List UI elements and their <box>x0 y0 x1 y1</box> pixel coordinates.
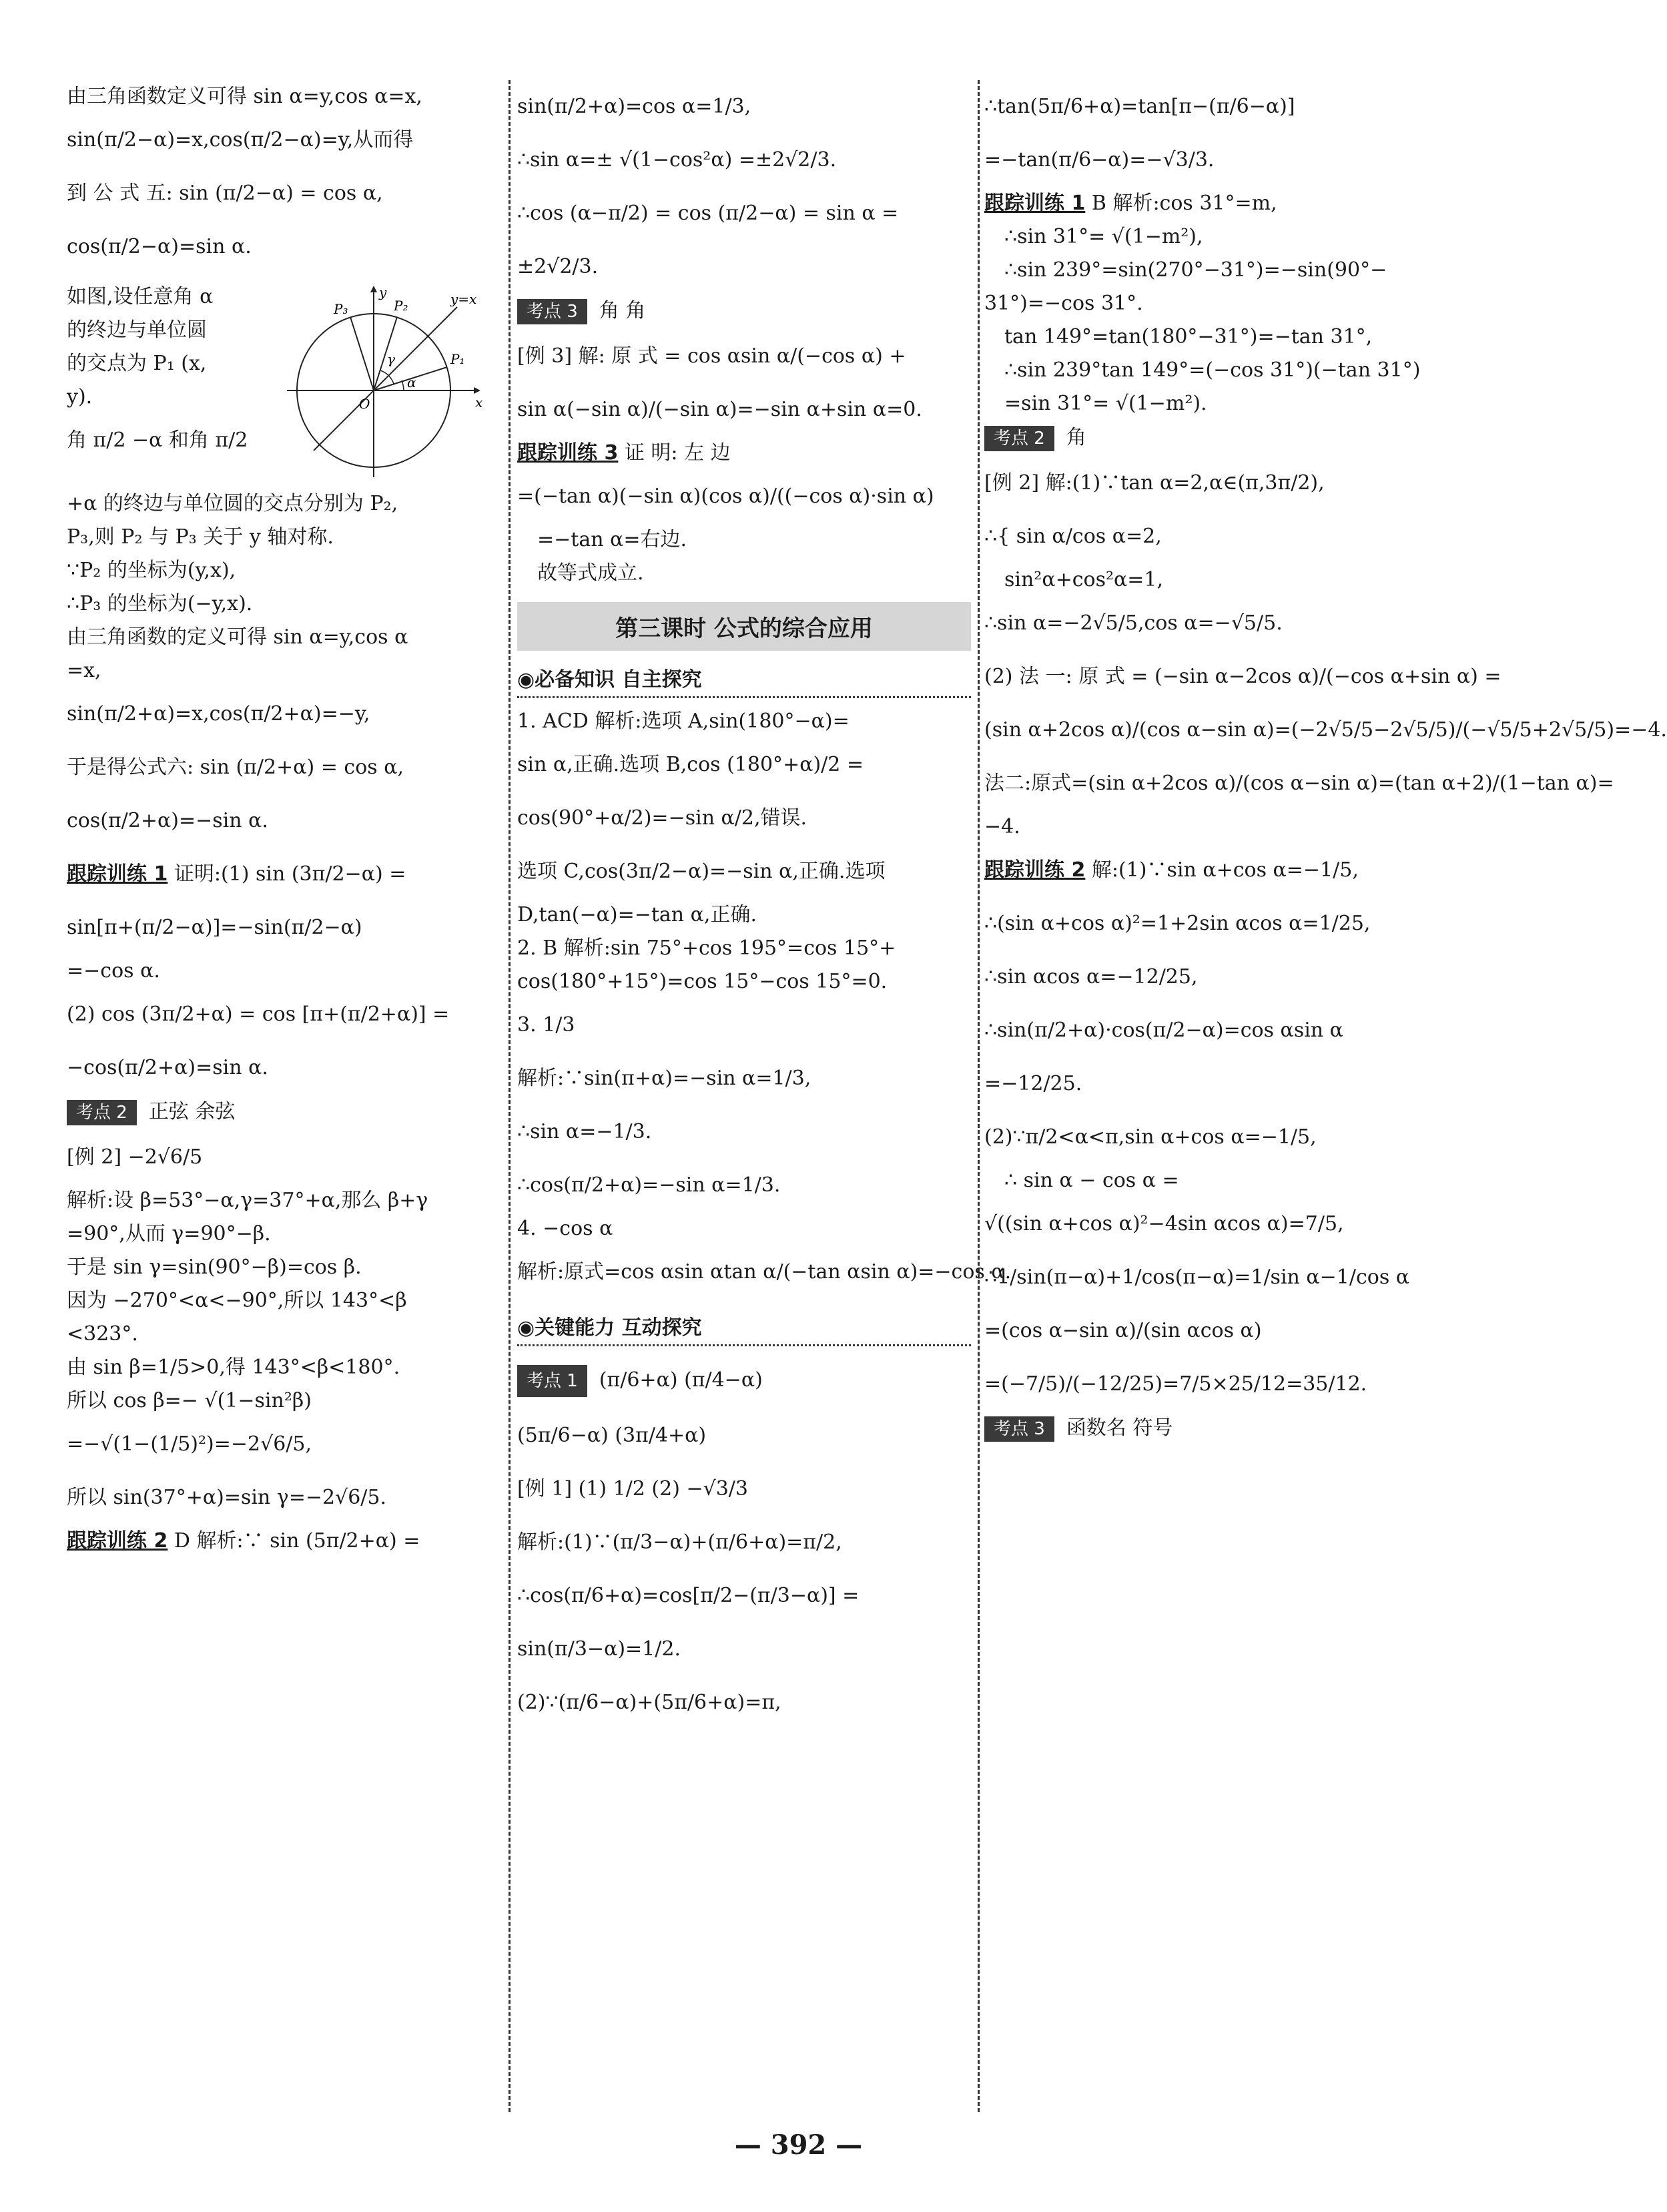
text-line: ∴sin α=−1/3. <box>517 1120 652 1143</box>
text-line: cos(180°+15°)=cos 15°−cos 15°=0. <box>517 970 888 993</box>
origin-label: O <box>359 396 370 412</box>
kaodian-tag: 考点 3 <box>517 299 587 324</box>
practice-label: 跟踪训练 1 <box>984 192 1086 215</box>
kaodian-tag: 考点 1 <box>517 1365 587 1397</box>
practice-heading <box>517 437 971 470</box>
section-header: ◉关键能力 互动探究 <box>517 1306 971 1346</box>
y-axis-label: y <box>379 284 387 300</box>
figure-block <box>67 280 501 481</box>
text-line: sin α(−sin α)/(−sin α)=−sin α+sin α=0. <box>517 398 922 421</box>
kaodian-heading <box>67 1095 501 1131</box>
text-line: =x, <box>67 659 101 682</box>
text-line: −cos(π/2+α)=sin α. <box>67 1056 268 1079</box>
text-line: 因为 −270°<α<−90°,所以 143°<β <box>67 1289 407 1312</box>
practice-heading <box>984 187 1532 220</box>
practice-heading <box>67 848 501 901</box>
text-line: =(−tan α)(−sin α)(cos α)/((−cos α)·sin α) <box>517 485 934 508</box>
kaodian-tag: 考点 3 <box>984 1416 1054 1442</box>
text-line: 于是得公式六: sin (π/2+α) = cos α, <box>67 756 404 779</box>
section-header: ◉必备知识 自主探究 <box>517 657 971 698</box>
text-line: ∴sin 31°= √(1−m²), <box>1004 225 1203 248</box>
text-line: 解析:∵sin(π+α)=−sin α=1/3, <box>517 1067 811 1090</box>
text-line: 3. 1/3 <box>517 1013 575 1037</box>
angle-alpha-label: α <box>407 374 416 390</box>
text-line: =−√(1−(1/5)²)=−2√6/5, <box>67 1432 312 1456</box>
text-line: ∴cos(π/2+α)=−sin α=1/3. <box>517 1173 781 1197</box>
text-line: ∴sin αcos α=−12/25, <box>984 965 1198 989</box>
text-line: 所以 cos β=− √(1−sin²β) <box>67 1389 312 1412</box>
text-line: ∴tan(5π/6+α)=tan[π−(π/6−α)] <box>984 95 1295 118</box>
line-label: y=x <box>450 291 477 307</box>
text-line: sin[π+(π/2−α)]=−sin(π/2−α) <box>67 916 362 939</box>
kaodian-tag: 考点 2 <box>984 426 1054 451</box>
practice-label: 跟踪训练 2 <box>984 858 1086 882</box>
column-divider <box>978 80 980 2112</box>
text-line: 法二:原式=(sin α+2cos α)/(cos α−sin α)=(tan α+2)/(1−tan α)= <box>984 772 1614 795</box>
text-line: =sin 31°= √(1−m²). <box>1004 392 1207 415</box>
kaodian-heading <box>517 1353 971 1409</box>
text-line: ∴cos(π/6+α)=cos[π/2−(π/3−α)] = <box>517 1584 860 1607</box>
column-right <box>984 80 1667 2119</box>
text-line: sin(π/2+α)=x,cos(π/2+α)=−y, <box>67 702 370 726</box>
text-line: =(−7/5)/(−12/25)=7/5×25/12=35/12. <box>984 1372 1367 1396</box>
kaodian-heading <box>984 1411 1532 1447</box>
practice-heading <box>67 1525 501 1558</box>
text-line: ∴(sin α+cos α)²=1+2sin αcos α=1/25, <box>984 912 1371 935</box>
text-line: 角 π/2 −α 和角 π/2 <box>67 429 248 452</box>
text-line: [例 2] −2√6/5 <box>67 1145 203 1169</box>
text-line: 于是 sin γ=sin(90°−β)=cos β. <box>67 1256 362 1279</box>
text-line: ∴ sin α − cos α = <box>1004 1169 1179 1192</box>
kaodian-heading <box>984 421 1532 457</box>
practice-label: 跟踪训练 1 <box>67 862 168 886</box>
text-line: D,tan(−α)=−tan α,正确. <box>517 903 757 926</box>
text-line: ∵P₂ 的坐标为(y,x), <box>67 559 236 582</box>
text-line: (π/6+α) (π/4−α) <box>599 1368 763 1392</box>
p2-label: P₂ <box>394 298 408 314</box>
practice-label: 跟踪训练 3 <box>517 441 619 465</box>
text-line: =(cos α−sin α)/(sin αcos α) <box>984 1319 1262 1342</box>
text-line: 解析:(1)∵(π/3−α)+(π/6+α)=π/2, <box>517 1531 842 1554</box>
text-line: 由三角函数定义可得 sin α=y,cos α=x, <box>67 85 422 108</box>
text-line: 1. ACD 解析:选项 A,sin(180°−α)= <box>517 710 850 733</box>
column-middle <box>517 80 1012 2119</box>
text-line: −4. <box>984 815 1020 838</box>
text-line: 31°)=−cos 31°. <box>984 292 1143 315</box>
text-line: B 解析:cos 31°=m, <box>1085 192 1277 215</box>
text-line: 的终边与单位圆 <box>67 318 207 342</box>
text-line: 4. −cos α <box>517 1217 613 1240</box>
text-line: D 解析:∵ sin (5π/2+α) = <box>168 1529 420 1553</box>
text-line: 2. B 解析:sin 75°+cos 195°=cos 15°+ <box>517 936 896 960</box>
text-line: 选项 C,cos(3π/2−α)=−sin α,正确.选项 <box>517 860 886 883</box>
text-line: =−cos α. <box>67 959 160 983</box>
text-line: sin(π/2+α)=cos α=1/3, <box>517 95 751 118</box>
text-line: √((sin α+cos α)²−4sin αcos α)=7/5, <box>984 1212 1344 1235</box>
text-line: (2) 法 一: 原 式 = (−sin α−2cos α)/(−cos α+sin α) = <box>984 665 1502 688</box>
angle-gamma-label: γ <box>387 351 395 367</box>
text-line: (sin α+2cos α)/(cos α−sin α)=(−2√5/5−2√5/5)/(−√5/5+2√5/5)=−4. <box>984 718 1667 742</box>
text-line: cos(π/2+α)=−sin α. <box>67 809 268 832</box>
text-line: ∴{ sin α/cos α=2, <box>984 525 1162 548</box>
text-line: sin α,正确.选项 B,cos (180°+α)/2 = <box>517 753 864 776</box>
practice-heading <box>984 844 1532 897</box>
text-line: (2)∵π/2<α<π,sin α+cos α=−1/5, <box>984 1125 1317 1149</box>
text-line: (2) cos (3π/2+α) = cos [π+(π/2+α)] = <box>67 1003 450 1026</box>
unit-circle-diagram <box>287 280 487 481</box>
text-line: 解析:设 β=53°−α,γ=37°+α,那么 β+γ <box>67 1189 428 1212</box>
text-line: cos(π/2−α)=sin α. <box>67 235 252 258</box>
text-line: =−tan(π/6−α)=−√3/3. <box>984 148 1215 172</box>
text-line: ∴sin 239°=sin(270°−31°)=−sin(90°− <box>1004 258 1387 282</box>
text-line: 函数名 符号 <box>1066 1416 1173 1440</box>
text-line: 解析:原式=cos αsin αtan α/(−tan αsin α)=−cos α. <box>517 1260 1012 1284</box>
text-line: =−tan α=右边. <box>537 528 687 551</box>
text-line: 所以 sin(37°+α)=sin γ=−2√6/5. <box>67 1486 387 1509</box>
text-line: P₃,则 P₂ 与 P₃ 关于 y 轴对称. <box>67 525 334 549</box>
text-line: 角 <box>1066 426 1086 449</box>
text-line: [例 2] 解:(1)∵tan α=2,α∈(π,3π/2), <box>984 471 1325 495</box>
text-line: tan 149°=tan(180°−31°)=−tan 31°, <box>1004 325 1373 348</box>
text-line: ∴P₃ 的坐标为(−y,x). <box>67 592 253 615</box>
page-number: — 392 — <box>734 2129 863 2161</box>
text-line: 由三角函数的定义可得 sin α=y,cos α <box>67 625 408 649</box>
text-line: 由 sin β=1/5>0,得 143°<β<180°. <box>67 1356 400 1379</box>
column-divider <box>509 80 511 2112</box>
text-line: ∴1/sin(π−α)+1/cos(π−α)=1/sin α−1/cos α <box>984 1266 1410 1289</box>
text-line: sin(π/3−α)=1/2. <box>517 1637 681 1661</box>
text-line: cos(90°+α/2)=−sin α/2,错误. <box>517 806 807 830</box>
text-line: ∴sin 239°tan 149°=(−cos 31°)(−tan 31°) <box>1004 358 1421 382</box>
practice-label: 跟踪训练 2 <box>67 1529 168 1553</box>
kaodian-heading <box>517 294 971 330</box>
text-line: [例 1] (1) 1/2 (2) −√3/3 <box>517 1477 748 1500</box>
text-line: 的交点为 P₁ (x, <box>67 352 207 375</box>
p1-label: P₁ <box>450 351 465 367</box>
text-line: ∴sin(π/2+α)·cos(π/2−α)=cos αsin α <box>984 1019 1343 1042</box>
text-line: =−12/25. <box>984 1072 1082 1095</box>
text-line: 如图,设任意角 α <box>67 285 214 308</box>
kaodian-tag: 考点 2 <box>67 1100 137 1125</box>
text-line: =90°,从而 γ=90°−β. <box>67 1222 271 1246</box>
text-line: y). <box>67 385 93 408</box>
text-line: 证 明: 左 边 <box>618 441 731 465</box>
text-line: ±2√2/3. <box>517 255 599 278</box>
text-line: ∴cos (α−π/2) = cos (π/2−α) = sin α = <box>517 202 899 225</box>
text-line: sin²α+cos²α=1, <box>1004 568 1164 591</box>
text-line: 证明:(1) sin (3π/2−α) = <box>168 862 406 886</box>
text-line: [例 3] 解: 原 式 = cos αsin α/(−cos α) + <box>517 344 906 368</box>
text-line: 解:(1)∵sin α+cos α=−1/5, <box>1085 858 1359 882</box>
text-line: 故等式成立. <box>537 561 644 585</box>
lesson-title: 第三课时 公式的综合应用 <box>517 602 971 651</box>
text-line: +α 的终边与单位圆的交点分别为 P₂, <box>67 492 398 515</box>
text-line: (2)∵(π/6−α)+(5π/6+α)=π, <box>517 1691 781 1714</box>
text-line: ∴sin α=−2√5/5,cos α=−√5/5. <box>984 611 1283 635</box>
x-axis-label: x <box>475 394 483 410</box>
text-line: sin(π/2−α)=x,cos(π/2−α)=y,从而得 <box>67 128 414 152</box>
text-line: 正弦 余弦 <box>148 1100 236 1123</box>
text-line: <323°. <box>67 1322 138 1346</box>
p3-label: P₃ <box>334 301 348 317</box>
text-line: 到 公 式 五: sin (π/2−α) = cos α, <box>67 182 383 205</box>
text-line: (5π/6−α) (3π/4+α) <box>517 1424 707 1447</box>
text-line: ∴sin α=± √(1−cos²α) =±2√2/3. <box>517 148 837 172</box>
text-line: 角 角 <box>599 299 646 322</box>
column-left <box>67 80 501 2119</box>
